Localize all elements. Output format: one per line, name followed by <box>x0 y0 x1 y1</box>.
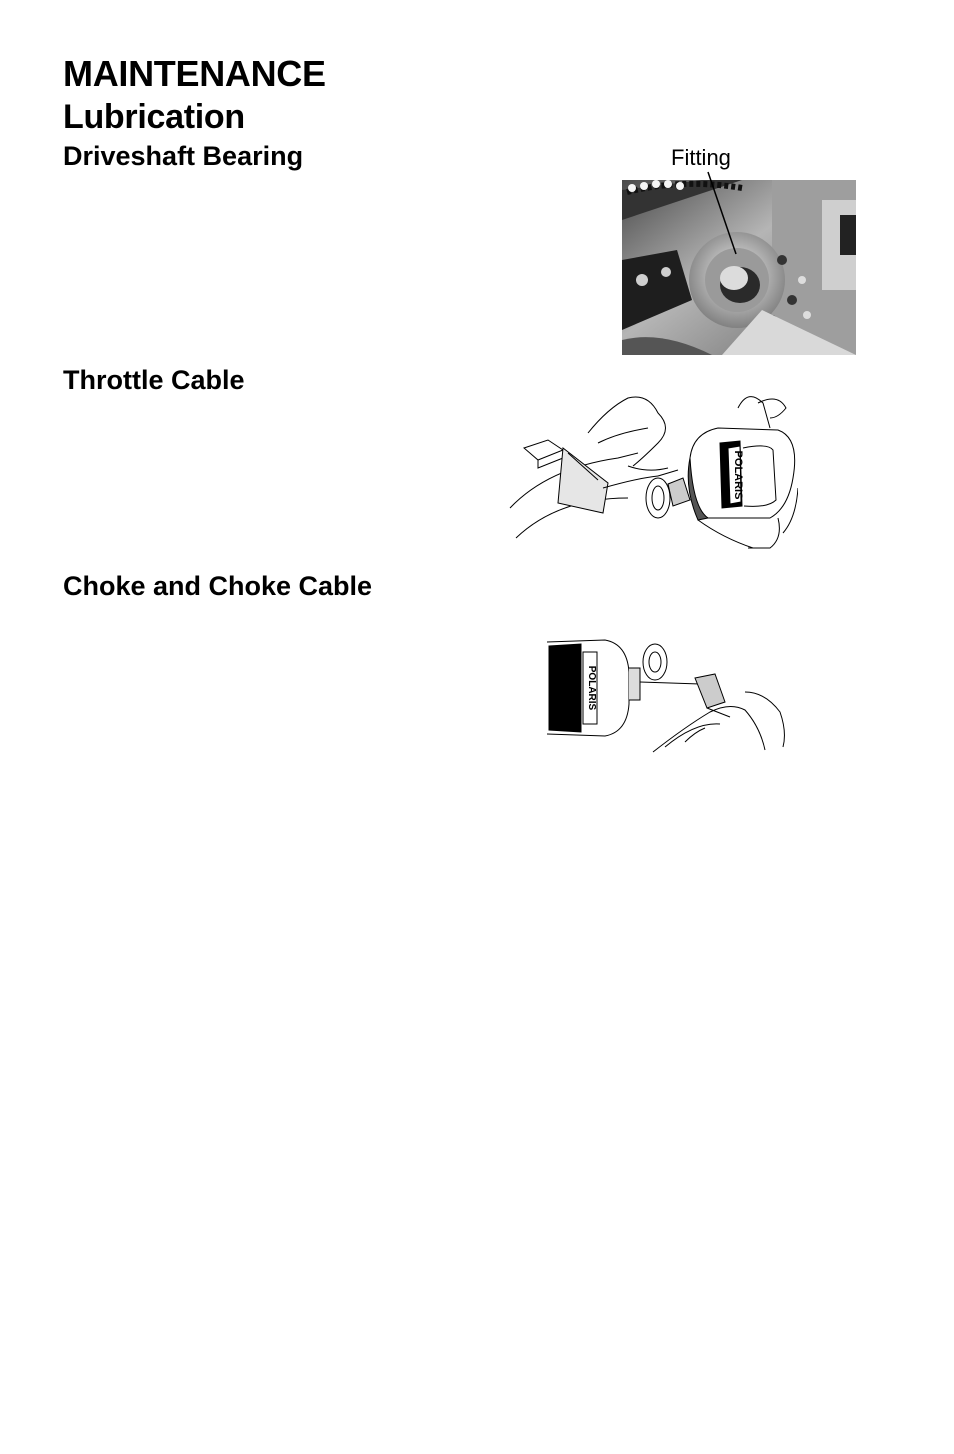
fitting-callout-label: Fitting <box>671 145 731 170</box>
page-heading: MAINTENANCE <box>63 53 326 94</box>
choke-cable-illustration <box>545 632 790 760</box>
subheading-driveshaft-bearing: Driveshaft Bearing <box>63 141 304 171</box>
fitting-leader-line <box>700 168 750 258</box>
subheading-choke-cable: Choke and Choke Cable <box>63 571 373 601</box>
throttle-cable-illustration <box>508 388 798 553</box>
polaris-logo-text: POLARIS <box>586 665 597 711</box>
section-heading: Lubrication <box>63 98 245 136</box>
subheading-throttle-cable: Throttle Cable <box>63 365 245 395</box>
polaris-logo-text: POLARIS <box>732 450 744 500</box>
